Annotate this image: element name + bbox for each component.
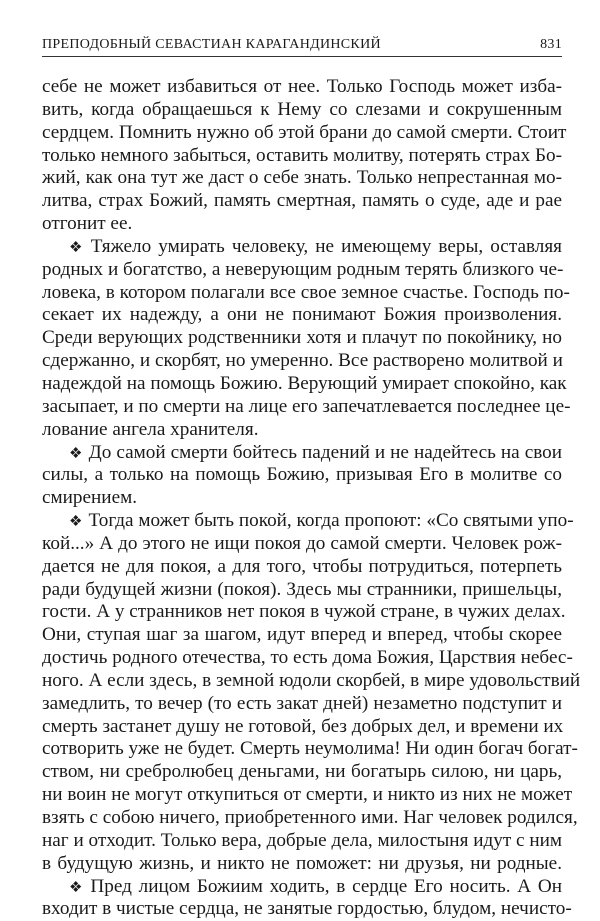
line-text: наг и отходит. Только вера, добрые дела, милостыня идут с ним bbox=[42, 829, 562, 851]
text-line bbox=[42, 669, 581, 693]
line-text: сдержанно, и скорбят, но умеренно. Все растворено молитвой и bbox=[42, 350, 563, 372]
text-line bbox=[42, 167, 562, 190]
line-text: Среди верующих родственники хотя и плачут по покойнику, но bbox=[42, 327, 562, 349]
line-text: смирением. bbox=[42, 487, 138, 509]
line-text: Они, ступая шаг за шагом, идут вперед и вперед, чтобы скорее bbox=[42, 624, 562, 646]
text-line bbox=[42, 898, 572, 921]
text-line bbox=[42, 464, 562, 487]
running-title: ПРЕПОДОБНЫЙ СЕВАСТИАН КАРАГАНДИНСКИЙ bbox=[42, 37, 381, 52]
text-line bbox=[42, 853, 562, 876]
bullet-ornament-icon: ❖ bbox=[69, 879, 85, 896]
text-line bbox=[42, 121, 567, 145]
line-text: ради будущей жизни (покоя). Здесь мы странники, пришельцы, bbox=[42, 578, 562, 600]
text-line bbox=[42, 693, 562, 716]
line-text: надеждой на помощь Божию. Верующий умирает спокойно, как bbox=[42, 372, 567, 394]
line-text: ни воин не могут откупиться от смерти, и никто из них не может bbox=[42, 784, 573, 806]
page-number: 831 bbox=[540, 37, 562, 52]
text-line bbox=[42, 395, 571, 419]
running-header bbox=[42, 33, 562, 57]
text-line bbox=[42, 876, 562, 899]
line-text: До самой смерти бойтесь падений и не надейтесь на свои bbox=[88, 441, 562, 463]
paragraph bbox=[42, 235, 571, 442]
text-line bbox=[42, 716, 562, 739]
line-text: в будущую жизнь, и никто не поможет: ни друзья, ни родные. bbox=[42, 852, 562, 874]
line-text: Тогда может быть покой, когда пропоют: «Со святыми упо- bbox=[88, 510, 574, 532]
text-line bbox=[42, 624, 562, 647]
text-line bbox=[42, 579, 562, 602]
text-line bbox=[42, 145, 562, 168]
text-line bbox=[42, 281, 570, 305]
text-line bbox=[42, 487, 562, 510]
line-text: ловека, в котором полагали все свое земное счастье. Господь по- bbox=[42, 281, 570, 303]
text-line bbox=[42, 304, 562, 327]
line-text: входит в чистые сердца, не занятые гордостью, блудом, нечисто- bbox=[42, 898, 572, 920]
text-line bbox=[42, 533, 562, 556]
bullet-ornament-icon: ❖ bbox=[69, 445, 83, 462]
text-line bbox=[42, 350, 562, 373]
line-text: ного. А если здесь, в земной юдоли скорбей, в мире удовольствий bbox=[42, 669, 581, 691]
text-line bbox=[42, 99, 562, 122]
line-text: взять с собою ничего, приобретенного ими. Наг человек родился, bbox=[42, 807, 578, 828]
text-line bbox=[42, 556, 562, 579]
text-line bbox=[42, 327, 562, 350]
line-text: кой...» А до этого не ищи покоя до самой смерти. Человек рож- bbox=[42, 532, 562, 554]
text-line bbox=[42, 647, 573, 670]
bullet-ornament-icon: ❖ bbox=[69, 514, 83, 531]
line-text: смерть застанет душу не готовой, без добрых дел, и времени их bbox=[42, 715, 564, 737]
page-body bbox=[42, 76, 581, 921]
paragraph bbox=[42, 442, 562, 511]
line-text: сердцем. Помнить нужно об этой брани до самой смерти. Стоит bbox=[42, 121, 567, 143]
line-text: родных и богатство, а неверующим родным терять близкого че- bbox=[42, 258, 564, 280]
paragraph bbox=[42, 76, 567, 236]
line-text: Пред лицом Божиим ходить, в сердце Его носить. А Он bbox=[90, 875, 562, 897]
paragraph bbox=[42, 875, 572, 921]
text-line bbox=[42, 830, 562, 853]
line-text: ством, ни сребролюбец деньгами, ни богатырь силою, ни царь, bbox=[42, 761, 562, 783]
text-line bbox=[42, 372, 567, 396]
text-line bbox=[42, 259, 562, 282]
text-line bbox=[42, 784, 573, 807]
text-line bbox=[42, 419, 562, 442]
text-line bbox=[42, 807, 578, 830]
line-text: только немного забыться, оставить молитву, потерять страх Бо- bbox=[42, 144, 562, 166]
text-line bbox=[42, 761, 562, 784]
line-text: дается не для покоя, а для того, чтобы потрудиться, потерпеть bbox=[42, 555, 562, 577]
text-line bbox=[42, 213, 562, 236]
text-line bbox=[42, 442, 562, 465]
line-text: себе не может избавиться от нее. Только Господь может изба- bbox=[42, 76, 562, 97]
line-text: сотворить уже не будет. Смерть неумолима! Ни один богач богат- bbox=[42, 738, 578, 760]
line-text: засыпает, и по смерти на лице его запечатлевается последнее це- bbox=[42, 395, 571, 417]
line-text: жий, как она тут же даст о себе знать. Только непрестанная мо- bbox=[42, 167, 562, 189]
line-text: секает их надежду, а они не понимают Божия произволения. bbox=[42, 304, 562, 326]
line-text: гости. А у странников нет покоя в чужой стране, в чужих делах. bbox=[42, 601, 566, 623]
paragraph bbox=[42, 510, 581, 876]
line-text: замедлить, то вечер (то есть закат дней) незаметно подступит и bbox=[42, 692, 562, 714]
text-line bbox=[42, 510, 574, 533]
text-line bbox=[42, 738, 578, 761]
text-line bbox=[42, 190, 562, 213]
text-line bbox=[42, 236, 562, 259]
line-text: достичь родного отечества, то есть дома Божия, Царствия небес- bbox=[42, 647, 573, 669]
line-text: литва, страх Божий, память смертная, память о суде, аде и рае bbox=[42, 190, 562, 212]
line-text: силы, а только на помощь Божию, призывая Его в молитве со bbox=[42, 464, 562, 486]
text-line bbox=[42, 601, 566, 624]
text-line bbox=[42, 76, 562, 99]
bullet-ornament-icon: ❖ bbox=[69, 239, 85, 256]
line-text: вить, когда обращаешься к Нему со слезами и сокрушенным bbox=[42, 98, 562, 120]
line-text: лование ангела хранителя. bbox=[42, 418, 259, 440]
line-text: Тяжело умирать человеку, не имеющему веры, оставляя bbox=[90, 235, 562, 257]
line-text: отгонит ее. bbox=[42, 213, 133, 235]
